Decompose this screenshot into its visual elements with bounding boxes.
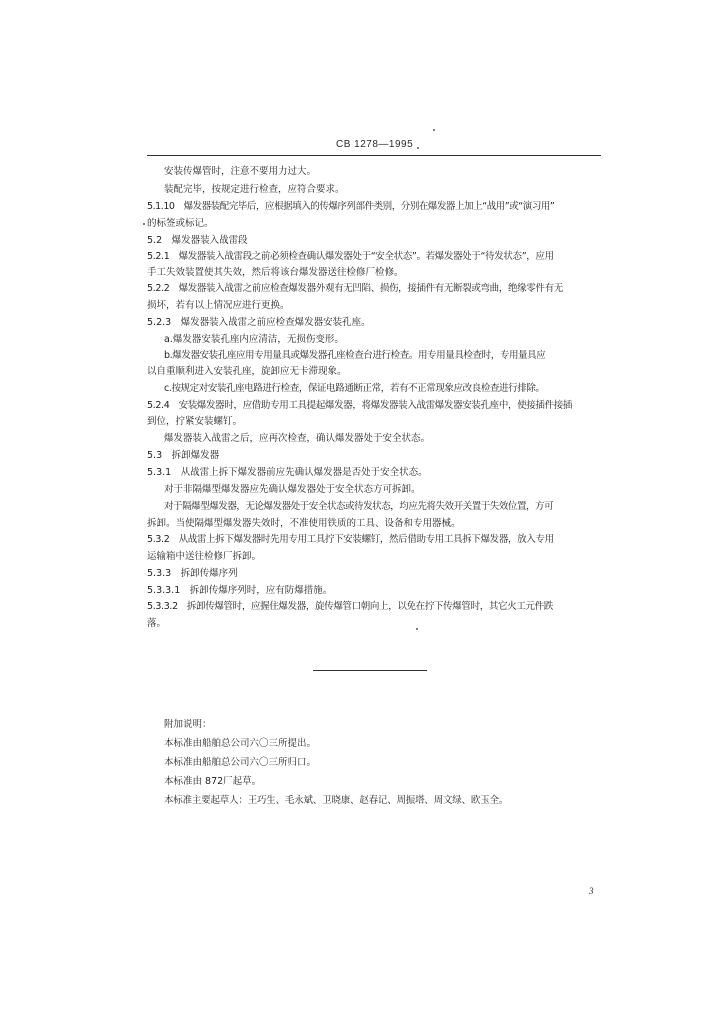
appendix-line: 本标准由船舶总公司六〇三所提出。 — [164, 738, 317, 749]
body-line: 以自重顺利进入安装孔座，旋卸应无卡滞现象。 — [147, 366, 347, 377]
body-line: 装配完毕，按规定进行检查，应符合要求。 — [164, 184, 345, 195]
appendix-heading: 附加说明： — [164, 719, 212, 730]
clause-line: 5.2.4 安装爆发器时，应借助专用工具提起爆发器，将爆发器装入战雷爆发器安装孔座中，使接插件接插 — [147, 400, 573, 411]
list-item: b.爆发器安装孔座应用专用量具或爆发器孔座检查台进行检查。用专用量具检查时，专用量具应 — [164, 350, 546, 361]
standard-number-header: CB 1278—1995 — [336, 139, 414, 150]
body-line: 运输箱中送往检修厂拆卸。 — [147, 551, 262, 562]
body-line: 爆发器装入战雷之后，应再次检查，确认爆发器处于安全状态。 — [164, 433, 431, 444]
body-line: 对于非隔爆型爆发器应先确认爆发器处于安全状态方可拆卸。 — [164, 484, 421, 495]
clause-line: 5.3.3.1 拆卸传爆序列时，应有防爆措施。 — [147, 585, 333, 596]
page-number: 3 — [589, 886, 594, 896]
clause-line: 5.2.2 爆发器装入战雷之前应检查爆发器外观有无凹陷、损伤，接插件有无断裂或弯曲，绝缘零件有无 — [147, 283, 563, 294]
end-of-text-rule — [313, 670, 427, 671]
clause-line: 5.1.10 爆发器装配完毕后，应根据填入的传爆序列部件类别，分别在爆发器上加上“战用”或“演习用” — [147, 201, 555, 212]
appendix-line: 本标准主要起草人：王巧生、毛永斌、卫晓康、赵春记、周振塔、周文绿、欧玉全。 — [164, 795, 509, 806]
body-line: 拆卸。当使隔爆型爆发器失效时，不准使用铁质的工具、设备和专用器械。 — [147, 518, 461, 529]
list-item: a.爆发器安装孔座内应清洁，无损伤变形。 — [164, 334, 344, 345]
clause-line: 5.3.1 从战雷上拆下爆发器前应先确认爆发器是否处于安全状态。 — [147, 467, 428, 478]
body-line: 的标签或标记。 — [147, 218, 214, 229]
clause-line: 5.2.1 爆发器装入战雷段之前必须检查确认爆发器处于“安全状态”。若爆发器处于“待发状态”，应用 — [147, 251, 554, 262]
body-line: 对于隔爆型爆发器，无论爆发器处于安全状态或待发状态，均应先将失效开关置于失效位置，方可 — [164, 501, 554, 512]
clause-line: 5.3.3.2 拆卸传爆管时，应握住爆发器，旋传爆管口朝向上，以免在拧下传爆管时，其它火工元件跌 — [147, 601, 553, 612]
scan-speck — [433, 129, 435, 131]
section-heading: 5.2 爆发器装入战雷段 — [147, 235, 248, 246]
clause-line: 5.2.3 爆发器装入战雷之前应检查爆发器安装孔座。 — [147, 317, 371, 328]
body-line: 损坏，若有以上情况应进行更换。 — [147, 300, 290, 311]
body-line: 落。 — [147, 618, 167, 629]
appendix-line: 本标准由 872厂起草。 — [164, 776, 262, 787]
clause-line: 5.3.2 从战雷上拆下爆发器时先用专用工具拧下安装螺钉，然后借助专用工具拆下爆发器，放入专用 — [147, 534, 554, 545]
header-divider — [147, 155, 601, 156]
list-item: c.按规定对安装孔座电路进行检查，保证电路通断正常，若有不正常现象应改良检查进行排除。 — [164, 383, 545, 394]
body-line: 手工失效装置使其失效，然后将该台爆发器送往检修厂检修。 — [147, 267, 404, 278]
appendix-line: 本标准由船舶总公司六〇三所归口。 — [164, 757, 317, 768]
clause-line: 5.3.3 拆卸传爆序列 — [147, 568, 238, 579]
body-line: 到位，拧紧安装螺钉。 — [147, 416, 243, 427]
scan-speck — [143, 223, 145, 225]
scan-speck — [417, 147, 419, 149]
section-heading: 5.3 拆卸爆发器 — [147, 450, 220, 461]
scan-speck — [416, 628, 418, 630]
body-line: 安装传爆管时，注意不要用力过大。 — [164, 166, 317, 177]
